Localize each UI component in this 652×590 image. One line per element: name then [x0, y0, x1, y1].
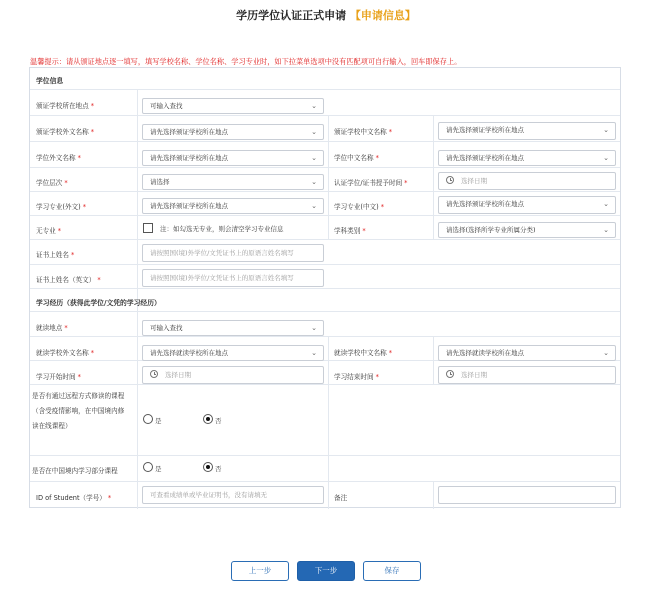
degree-foreign-label: 学位外文名称 *	[36, 154, 81, 162]
save-button[interactable]: 保存	[363, 561, 421, 581]
major-foreign-select[interactable]: 请先选择颁证学校所在地点 ⌄	[142, 198, 324, 214]
remote-course-label: 是否有通过远程方式修读的课程 （含受疫情影响，在中国境内修 读在线课程）	[32, 392, 125, 430]
chevron-down-icon: ⌄	[603, 154, 609, 162]
chevron-down-icon: ⌄	[311, 324, 317, 332]
student-id-input[interactable]: 可查看成绩单或毕业证明书，没有请填无	[142, 486, 324, 504]
page-title	[0, 7, 652, 23]
chevron-down-icon: ⌄	[311, 178, 317, 186]
subject-category-label: 学科类别 *	[334, 227, 366, 235]
chevron-down-icon: ⌄	[311, 154, 317, 162]
no-major-note: 注：如勾选无专业，则会清空学习专业信息	[160, 225, 284, 233]
start-time-datepicker[interactable]: 选择日期	[142, 366, 324, 384]
surname-input[interactable]: 请按照国(境)外学位/文凭证书上的原语言姓名填写	[142, 244, 324, 262]
end-time-label: 学习结束时间 *	[334, 373, 379, 381]
clock-icon	[446, 370, 454, 378]
award-time-label: 认证学位/证书授予时间 *	[334, 179, 408, 187]
chevron-down-icon: ⌄	[603, 226, 609, 234]
remote-course-yes-label: 是	[155, 417, 162, 425]
china-part-yes-radio[interactable]	[143, 462, 153, 472]
next-button[interactable]: 下一步	[297, 561, 355, 581]
page-title-main: 学历学位认证正式申请	[236, 9, 347, 22]
subject-category-select[interactable]: 请选择(选择所学专业所属分类) ⌄	[438, 222, 616, 238]
chevron-down-icon: ⌄	[311, 102, 317, 110]
issuing-location-select[interactable]: 可输入查找 ⌄	[142, 98, 324, 114]
school-foreign-select[interactable]: 请先选择颁证学校所在地点 ⌄	[142, 124, 324, 140]
end-time-datepicker[interactable]: 选择日期	[438, 366, 616, 384]
remote-course-yes-radio[interactable]	[143, 414, 153, 424]
page-title-tag: 【申请信息】	[349, 9, 416, 22]
clock-icon	[446, 176, 454, 184]
chevron-down-icon: ⌄	[603, 349, 609, 357]
section-degree-title: 学位信息	[36, 77, 64, 85]
notice-text: 温馨提示：请从颁证地点逐一填写，填写学校名称、学位名称、学习专业时，如下拉菜单选项中没有匹配项可自行输入，回车即保存上。	[30, 57, 462, 66]
remark-label: 备注	[334, 494, 348, 502]
major-chinese-label: 学习专业(中文) *	[334, 203, 385, 211]
student-id-label: ID of Student（学号） *	[36, 494, 112, 502]
chevron-down-icon: ⌄	[603, 200, 609, 208]
study-school-chinese-select[interactable]: 请先选择就读学校所在地点 ⌄	[438, 345, 616, 361]
no-major-label: 无专业 *	[36, 227, 62, 235]
china-part-no-radio[interactable]	[203, 462, 213, 472]
china-part-yes-label: 是	[155, 465, 162, 473]
study-location-label: 就读地点 *	[36, 324, 68, 332]
study-school-foreign-select[interactable]: 请先选择就读学校所在地点 ⌄	[142, 345, 324, 361]
section-study-title: 学习经历（获得此学位/文凭的学习经历）	[36, 299, 161, 307]
school-chinese-label: 颁证学校中文名称 *	[334, 128, 393, 136]
remote-course-no-label: 否	[215, 417, 222, 425]
chevron-down-icon: ⌄	[311, 349, 317, 357]
surname-label: 证书上姓名 *	[36, 251, 75, 259]
no-major-checkbox[interactable]	[143, 223, 153, 233]
study-school-chinese-label: 就读学校中文名称 *	[334, 349, 393, 357]
prev-button[interactable]: 上一步	[231, 561, 289, 581]
surname-en-input[interactable]: 请按照国(境)外学位/文凭证书上的原语言姓名填写	[142, 269, 324, 287]
study-school-foreign-label: 就读学校外文名称 *	[36, 349, 95, 357]
issuing-location-label: 颁证学校所在地点 *	[36, 102, 95, 110]
start-time-label: 学习开始时间 *	[36, 373, 81, 381]
remote-course-no-radio[interactable]	[203, 414, 213, 424]
chevron-down-icon: ⌄	[603, 126, 609, 134]
study-location-select[interactable]: 可输入查找 ⌄	[142, 320, 324, 336]
degree-level-select[interactable]: 请选择 ⌄	[142, 174, 324, 190]
application-form	[29, 67, 621, 508]
degree-chinese-select[interactable]: 请先选择颁证学校所在地点 ⌄	[438, 150, 616, 166]
school-chinese-select[interactable]: 请先选择颁证学校所在地点 ⌄	[438, 122, 616, 140]
degree-chinese-label: 学位中文名称 *	[334, 154, 379, 162]
degree-level-label: 学位层次 *	[36, 179, 68, 187]
degree-foreign-select[interactable]: 请先选择颁证学校所在地点 ⌄	[142, 150, 324, 166]
chevron-down-icon: ⌄	[311, 128, 317, 136]
clock-icon	[150, 370, 158, 378]
china-part-no-label: 否	[215, 465, 222, 473]
school-foreign-label: 颁证学校外文名称 *	[36, 128, 95, 136]
surname-en-label: 证书上姓名（英文） *	[36, 276, 101, 284]
major-chinese-select[interactable]: 请先选择颁证学校所在地点 ⌄	[438, 196, 616, 214]
remark-input[interactable]	[438, 486, 616, 504]
award-time-datepicker[interactable]: 选择日期	[438, 172, 616, 190]
major-foreign-label: 学习专业(外文) *	[36, 203, 87, 211]
chevron-down-icon: ⌄	[311, 202, 317, 210]
china-part-label: 是否在中国境内学习部分课程	[32, 467, 118, 475]
